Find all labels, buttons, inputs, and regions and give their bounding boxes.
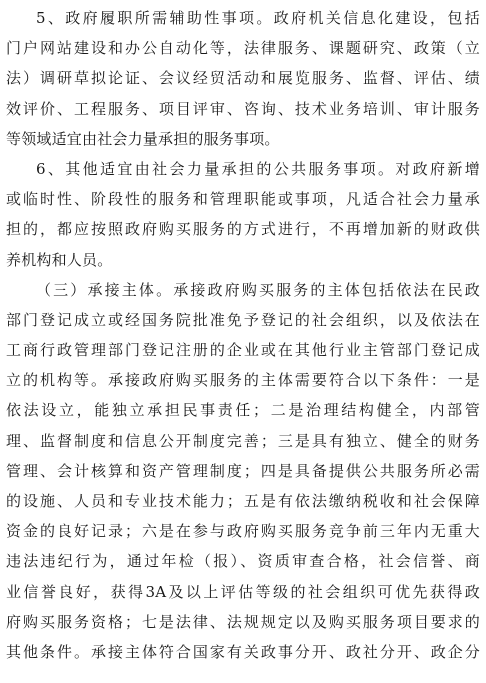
text-line: 资金的良好记录；六是在参与政府购买服务竞争前三年内无重大 <box>6 522 480 541</box>
text-line: 或临时性、阶段性的服务和管理职能或事项，凡适合社会力量承 <box>6 190 480 209</box>
paragraph-item-5 <box>6 3 480 154</box>
text-line: 效评价、工程服务、项目评审、咨询、技术业务培训、审计服务 <box>6 99 480 118</box>
text-line: 立的机构等。承接政府购买服务的主体需要符合以下条件：一是 <box>6 371 480 390</box>
text-line: 5、政府履职所需辅助性事项。政府机关信息化建设，包括 <box>36 9 480 27</box>
text-line: 业信誉良好，获得3A及以上评估等级的社会组织可优先获得政 <box>6 582 480 601</box>
text-line: 等领域适宜由社会力量承担的服务事项。 <box>6 129 280 148</box>
text-line: 部门登记成立或经国务院批准免予登记的社会组织，以及依法在 <box>6 310 480 329</box>
text-line: 府购买服务资格；七是法律、法规规定以及购买服务项目要求的 <box>6 612 480 631</box>
text-line: 养机构和人员。 <box>6 250 113 269</box>
text-line: 的设施、人员和专业技术能力；五是有依法缴纳税收和社会保障 <box>6 492 480 510</box>
text-line: 6、其他适宜由社会力量承担的公共服务事项。对政府新增 <box>36 159 480 178</box>
paragraph-item-6 <box>6 154 480 275</box>
text-line: 依法设立，能独立承担民事责任；二是治理结构健全，内部管 <box>6 401 480 420</box>
text-line: （三）承接主体。承接政府购买服务的主体包括依法在民政 <box>36 280 480 299</box>
text-line: 理、监督制度和信息公开制度完善；三是具有独立、健全的财务 <box>6 431 480 450</box>
text-line: 违法违纪行为，通过年检（报）、资质审查合格，社会信誉、商 <box>6 552 480 571</box>
text-line: 管理、会计核算和资产管理制度；四是具备提供公共服务所必需 <box>6 461 480 480</box>
text-line: 其他条件。承接主体符合国家有关政事分开、政社分开、政企分 <box>6 642 480 661</box>
text-line: 担的，都应按照政府购买服务的方式进行，不再增加新的财政供 <box>6 220 480 239</box>
text-line: 工商行政管理部门登记注册的企业或在其他行业主管部门登记成 <box>6 341 480 360</box>
paragraph-section-3 <box>6 275 480 667</box>
text-line: 门户网站建设和办公自动化等，法律服务、课题研究、政策（立 <box>6 39 480 58</box>
text-line: 法）调研草拟论证、会议经贸活动和展览服务、监督、评估、绩 <box>6 69 480 88</box>
